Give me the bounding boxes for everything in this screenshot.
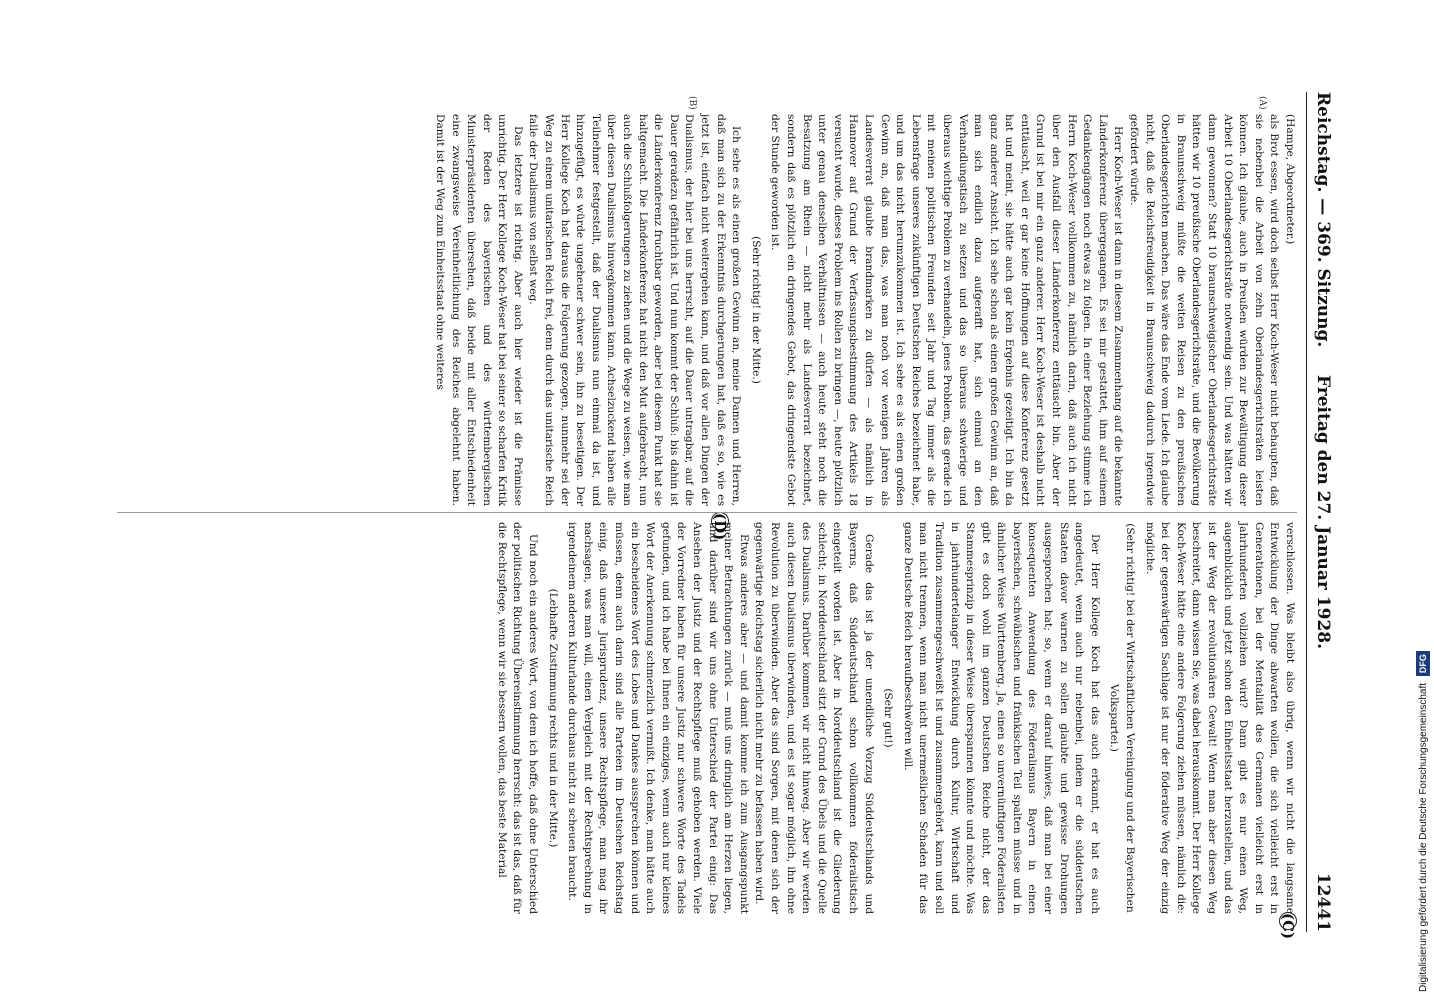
dfg-logo: DFG	[1416, 651, 1430, 676]
margin-letter-c: (C)	[1279, 913, 1297, 940]
margin-letter-a: (A)	[1257, 96, 1267, 110]
interjection: (Sehr richtig! bei der Wirtschaftlichen Vereinigung und der Bayerischen Volkspartei.)	[1108, 523, 1137, 913]
interjection: (Sehr richtig! in der Mitte.)	[749, 236, 762, 384]
left-column	[431, 114, 1297, 506]
credit-text: Digitalisierung gefördert durch die Deutsche Forschungsgemeinschaft	[1418, 682, 1429, 992]
paragraph: Und noch ein anderes Wort, von dem ich hoffe, daß ohne Unterschied der politischen Richtung Übereinstimmung herrscht: das ist das, daß für die Rechtspflege, wenn wir sie bessern wollen, das beste Material	[495, 522, 540, 914]
paragraph: Gerade das ist ja der unendliche Vorzug Süddeutschlands und Bayerns, daß Süddeutschland schon vollkommen föderalistisch eingeteilt worden ist. Aber in Norddeutschland ist die Gliederung schlecht; in Norddeutschland sitzt der Grund des Übels und die Quelle des Dualismus. Darüber kommen wir nicht hinweg. Aber wir werden auch diesen Dualismus überwinden, und es ist sogar möglich, ihn ohne Revolution zu überwinden. Aber das sind Sorgen, mit denen sich der gegenwärtige Reichstag sicherlich nicht mehr zu befassen haben wird.	[753, 522, 875, 914]
column-divider	[117, 512, 1297, 513]
newspaper-page	[113, 92, 1337, 940]
paragraph: verschlossen. Was bleibt also übrig, wenn wir nicht die langsame Entwicklung der Dinge abwarten wollen, die sich vielleicht erst in Generationen, bei der Mentalität des Germanen vielleicht erst in Jahrhunderten vollziehen wird? Dann gibt es nur einen Weg, augenblicklich und jetzt schon den Einheitsstaat herzustellen, und das ist der Weg der revolutionären Gewalt! Wenn man aber diesen Weg beschreitet, dann wissen Sie, was dabei herauskommt. Der Herr Kollege Koch-Weser hätte eine andere Folgerung ziehen müssen, nämlich die: bei der gegenwärtigen Sachlage ist nur der föderative Weg der einzig mögliche.	[1143, 522, 1296, 914]
paragraph: Der Herr Kollege Koch hat das auch erkannt, er hat es auch angedeutet, wenn auch nur nebenbei, indem er die süddeutschen Staaten davor warnen zu sollen glaubte und gewisse Drohungen ausgesprochen hat; so, wenn er darauf hinwies, daß man bei einer konsequenten Anwendung des Föderalismus Bayern in einen bayerischen, schwäbischen und fränkischen Teil spalten müsse und in ähnlicher Weise Württemberg. Ja, einen so unvernünftigen Föderalisten gibt es doch wohl im ganzen Deutschen Reiche nicht, der das Stammesprinzip in dieser Weise überspannen könnte und möchte. Was in jahrhundertelanger Entwicklung durch Kultur, Wirtschaft und Tradition zusammengeschweißt ist und zusammengehört, kann und soll man nicht trennen, wenn man nicht unermeßlichen Schaden für das ganze Deutsche Reich heraufbeschwören will.	[901, 522, 1101, 914]
interjection: (Sehr gut!)	[882, 688, 895, 748]
header-date: Freitag den 27. Januar 1928.	[1313, 374, 1333, 650]
header-session: Reichstag. — 369. Sitzung.	[1313, 92, 1333, 348]
paragraph: als Brot essen, wird doch selbst Herr Koch-Weser nicht behaupten, daß sie nebenbei die Arbeit von zehn Oberlandesgerichtsräten leisten können. Ich glaube, auch in Preußen würden zur Bewältigung dieser Arbeit 10 Oberlandesgerichtsräte notwendig sein. Und was hätten wir dann gewonnen? Statt 10 braunschweigischer Oberlandesgerichtsräte hätten wir 10 preußische Oberlandesgerichtsräte, und die Bevölkerung in Braunschweig müßte die weiten Reisen zu den preußischen Oberlandesgerichten machen. Das wäre das Ende vom Liede. Ich glaube nicht, daß die Reichsfreudigkeit in Braunschweig dadurch irgendwie gefördert würde.	[1128, 114, 1281, 506]
margin-letter-b: (B)	[687, 96, 697, 110]
margin-letter-d: (D)	[711, 513, 729, 541]
right-column	[493, 522, 1297, 914]
paragraph: Das letztere ist richtig. Aber auch hier wieder ist die Prämisse unrichtig. Der Herr Kollege Koch-Weser hat bei seiner so scharfen Kritik der Reden des bayerischen und des württembergischen Ministerpräsidenten übersehen, daß beide mit aller Entschiedenheit eine zwangsweise Vereinheitlichung des Reiches abgelehnt haben. Damit ist der Weg zum Einheitsstaat ohne weiteres	[433, 114, 524, 506]
paragraph: Etwas anderes aber — und damit komme ich zum Ausgangspunkt meiner Betrachtungen zurück — muß uns dringlich am Herzen liegen, und darüber sind wir uns ohne Unterschied der Partei einig: Das Ansehen der Justiz und der Rechtspflege muß gehoben werden. Viele der Vorredner haben für unsere Justiz nur schwere Worte des Tadels gefunden, und ich habe bei Ihnen ein einziges, wenn auch nur kleines Wort der Anerkennung schmerzlich vermißt. Ich denke, man hätte auch ein bescheidenes Wort des Lobes und Dankes aussprechen können und müssen, denn auch darin sind alle Parteien im Deutschen Reichstag einig, daß unsere Jurisprudenz, unsere Rechtspflege, man mag ihr nachsagen, was man will, einen Vergleich mit der Rechtsprechung in irgendeinem anderen Kulturlande durchaus nicht zu scheuen braucht.	[566, 522, 750, 914]
speaker-note: (Hampe, Abgeordneter.)	[1284, 114, 1296, 245]
digitization-credit	[1416, 8, 1430, 992]
header-rule	[1306, 92, 1307, 932]
paragraph: Herr Koch-Weser ist dann in diesem Zusammenhang auf die bekannte Länderkonferenz übergegangen. Es sei mir gestattet, ihm auf seinem Gedankengängen noch etwas zu folgen. In einer Beziehung stimme ich Herrn Koch-Weser vollkommen zu, nämlich darin, daß auch ich nicht über den Ausfall dieser Länderkonferenz enttäuscht bin. Aber der Grund ist bei mir ein ganz anderer. Herr Koch-Weser ist deshalb nicht enttäuscht, weil er gar keine Hoffnungen auf diese Konferenz gesetzt hat und meint, sie hätte auch gar kein Ergebnis gezeitigt. Ich bin da ganz anderer Ansicht. Ich sehe schon als einen großen Gewinn an, daß man sich endlich dazu aufgerafft hat, sich einmal an den Verhandlungstisch zu setzen und das so überaus schwierige und überaus wichtige Problem zu verhandeln, jenes Problem, das gerade ich mit meinen politischen Freunden seit Jahr und Tag immer als die Lebensfrage unseres zukünftigen Deutschen Reiches bezeichnet habe, und um das nicht herumzukommen ist. Ich sehe es als einen großen Gewinn an, daß man das, was man noch vor wenigen Jahren als Landesverrat glaubte brandmarken zu dürfen — als nämlich in Hannover auf Grund der Verfassungsbestimmung des Artikels 18 versucht wurde, dieses Problem ins Rollen zu bringen —, heute plötzlich unter genau denselben Verhältnissen — auch heute steht noch die Besatzung am Rhein — nicht mehr als Landesverrat bezeichnet, sondern daß es plötzlich ein dringendes Gebot, das dringendste Gebot der Stunde geworden ist.	[769, 114, 1125, 506]
header-page-number: 12441	[1313, 872, 1333, 932]
page-header	[1303, 92, 1337, 932]
interjection: (Lebhafte Zustimmung rechts und in der Mitte.)	[546, 588, 559, 848]
paragraph: Ich sehe es als einen großen Gewinn an, meine Damen und Herren, daß man sich zu der Erkenntnis durchgerungen hat, daß es so, wie es jetzt ist, einfach nicht weitergehen kann, und daß vor allen Dingen der Dualismus, der hier bei uns herrscht, auf die Dauer untragbar, auf die Dauer geradezu gefährlich ist. Und nun kommt der Schluß: bis dahin ist die Länderkonferenz fruchtbar geworden, aber bei diesem Punkt hat sie haltgemacht. Die Länderkonferenz hat nicht den Mut aufgebracht, nun auch die Schlußfolgerungen zu ziehen und die Wege zu weisen, wie man über diesen Dualismus hinwegkommen kann. Achselzuckend haben alle Teilnehmer festgestellt, daß der Dualismus nun einmal da ist, und hinzugefügt, es würde ungeheuer schwer sein, ihn zu beseitigen. Der Herr Kollege Koch hat daraus die Folgerung gezogen, nunmehr sei der Weg zu einem unitarischen Reich frei, denn durch das unitarische Reich falle der Dualismus von selbst weg.	[527, 114, 743, 506]
